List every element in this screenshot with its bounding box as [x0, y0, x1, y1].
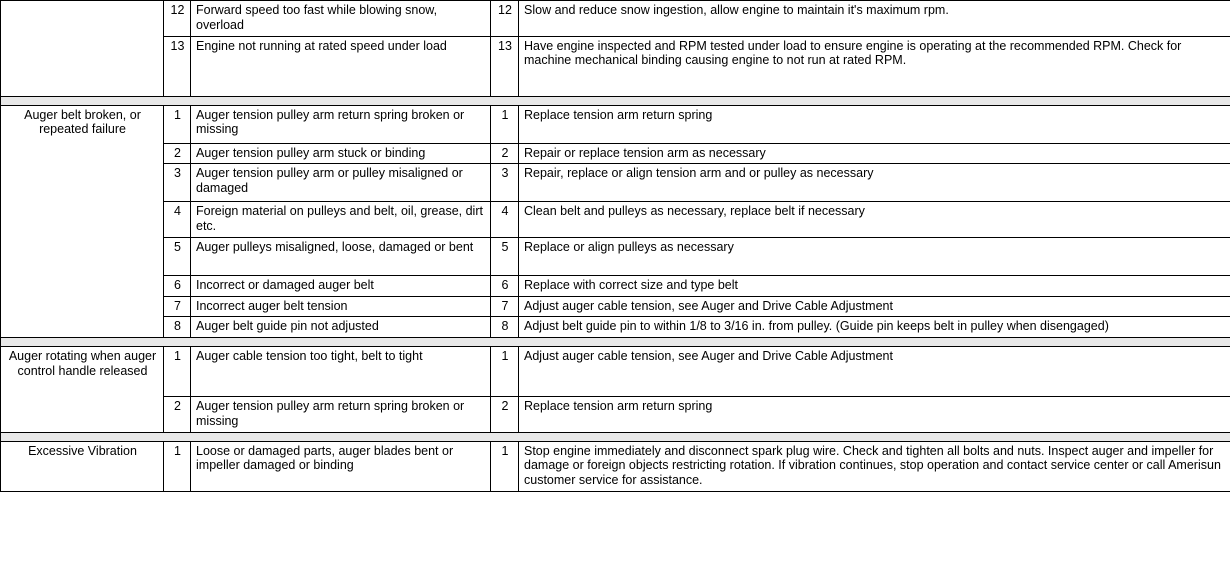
cause-number-cell: 8: [164, 317, 191, 338]
cause-number-cell: 2: [164, 397, 191, 433]
table-row: [1, 164, 1230, 202]
possible-cause-cell: Engine not running at rated speed under load: [191, 36, 491, 96]
possible-cause-cell: Auger tension pulley arm return spring broken or missing: [191, 397, 491, 433]
remedy-number-cell: 5: [491, 237, 519, 275]
possible-cause-cell: Auger pulleys misaligned, loose, damaged or bent: [191, 237, 491, 275]
possible-cause-cell: Foreign material on pulleys and belt, oil, grease, dirt etc.: [191, 202, 491, 238]
symptom-cell: Auger rotating when auger control handle released: [1, 347, 164, 433]
remedy-cell: Replace with correct size and type belt: [519, 275, 1230, 296]
group-separator-cell: [1, 338, 1230, 347]
group-separator-cell: [1, 96, 1230, 105]
table-row: [1, 275, 1230, 296]
possible-cause-cell: Auger tension pulley arm or pulley misaligned or damaged: [191, 164, 491, 202]
table-row: [1, 441, 1230, 491]
table-row: [1, 1, 1230, 37]
cause-number-cell: 1: [164, 105, 191, 143]
table-row: [1, 296, 1230, 317]
table-row: [1, 237, 1230, 275]
table-body: [1, 1, 1230, 492]
table-row: [1, 397, 1230, 433]
cause-number-cell: 12: [164, 1, 191, 37]
remedy-cell: Adjust belt guide pin to within 1/8 to 3/16 in. from pulley. (Guide pin keeps belt in pulley when disengaged): [519, 317, 1230, 338]
possible-cause-cell: Auger belt guide pin not adjusted: [191, 317, 491, 338]
remedy-number-cell: 2: [491, 143, 519, 164]
remedy-number-cell: 7: [491, 296, 519, 317]
remedy-cell: Replace tension arm return spring: [519, 397, 1230, 433]
possible-cause-cell: Incorrect auger belt tension: [191, 296, 491, 317]
remedy-cell: Stop engine immediately and disconnect spark plug wire. Check and tighten all bolts and nuts. Inspect auger and impeller for damage or foreign objects restricting rotation. If vibration continues, stop operation and contact service center or call Amerisun customer service for assistance.: [519, 441, 1230, 491]
remedy-number-cell: 1: [491, 105, 519, 143]
table-row: [1, 105, 1230, 143]
remedy-number-cell: 1: [491, 347, 519, 397]
symptom-cell: Auger belt broken, or repeated failure: [1, 105, 164, 338]
table-row: [1, 202, 1230, 238]
table-row: [1, 143, 1230, 164]
cause-number-cell: 1: [164, 441, 191, 491]
remedy-cell: Replace tension arm return spring: [519, 105, 1230, 143]
possible-cause-cell: Auger cable tension too tight, belt to tight: [191, 347, 491, 397]
cause-number-cell: 6: [164, 275, 191, 296]
table-row: [1, 317, 1230, 338]
remedy-number-cell: 13: [491, 36, 519, 96]
group-separator: [1, 432, 1230, 441]
group-separator-cell: [1, 432, 1230, 441]
possible-cause-cell: Auger tension pulley arm stuck or binding: [191, 143, 491, 164]
possible-cause-cell: Forward speed too fast while blowing snow, overload: [191, 1, 491, 37]
remedy-number-cell: 6: [491, 275, 519, 296]
possible-cause-cell: Loose or damaged parts, auger blades bent or impeller damaged or binding: [191, 441, 491, 491]
cause-number-cell: 4: [164, 202, 191, 238]
remedy-number-cell: 3: [491, 164, 519, 202]
remedy-cell: Adjust auger cable tension, see Auger and Drive Cable Adjustment: [519, 347, 1230, 397]
cause-number-cell: 7: [164, 296, 191, 317]
remedy-cell: Repair, replace or align tension arm and or pulley as necessary: [519, 164, 1230, 202]
table-row: [1, 347, 1230, 397]
remedy-number-cell: 2: [491, 397, 519, 433]
cause-number-cell: 2: [164, 143, 191, 164]
group-separator: [1, 338, 1230, 347]
remedy-number-cell: 4: [491, 202, 519, 238]
remedy-cell: Slow and reduce snow ingestion, allow engine to maintain it's maximum rpm.: [519, 1, 1230, 37]
remedy-cell: Adjust auger cable tension, see Auger and Drive Cable Adjustment: [519, 296, 1230, 317]
symptom-cell: Excessive Vibration: [1, 441, 164, 491]
remedy-cell: Clean belt and pulleys as necessary, replace belt if necessary: [519, 202, 1230, 238]
possible-cause-cell: Incorrect or damaged auger belt: [191, 275, 491, 296]
group-separator: [1, 96, 1230, 105]
cause-number-cell: 1: [164, 347, 191, 397]
remedy-cell: Replace or align pulleys as necessary: [519, 237, 1230, 275]
table-row: [1, 36, 1230, 96]
remedy-cell: Repair or replace tension arm as necessary: [519, 143, 1230, 164]
remedy-number-cell: 1: [491, 441, 519, 491]
cause-number-cell: 13: [164, 36, 191, 96]
cause-number-cell: 5: [164, 237, 191, 275]
symptom-cell: [1, 1, 164, 97]
remedy-cell: Have engine inspected and RPM tested under load to ensure engine is operating at the recommended RPM. Check for machine mechanical binding causing engine to not run at rated RPM.: [519, 36, 1230, 96]
remedy-number-cell: 12: [491, 1, 519, 37]
remedy-number-cell: 8: [491, 317, 519, 338]
possible-cause-cell: Auger tension pulley arm return spring broken or missing: [191, 105, 491, 143]
cause-number-cell: 3: [164, 164, 191, 202]
